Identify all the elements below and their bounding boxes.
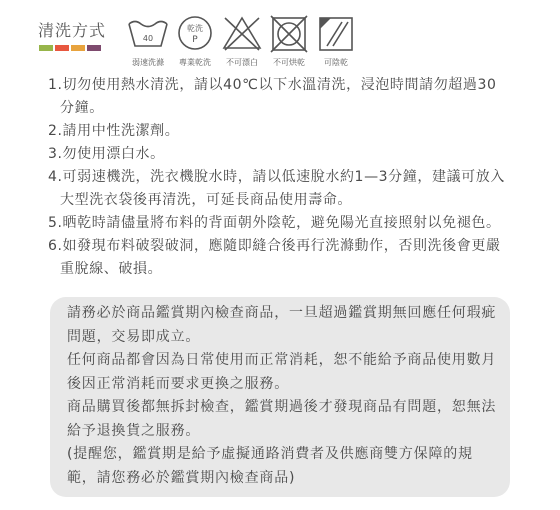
- header-title: 清洗方式: [38, 21, 107, 40]
- notice-paragraph: 請務必於商品鑑賞期內檢查商品，一旦超過鑑賞期無回應任何瑕疵問題，交易即成立。: [67, 305, 497, 345]
- color-swatch: [55, 45, 69, 51]
- no-tumble-dry-icon: [267, 14, 311, 54]
- care-label-no-bleach: 不可漂白: [226, 58, 258, 67]
- care-label-no-dryer: 不可烘乾: [273, 58, 305, 67]
- notice-box: [50, 297, 510, 497]
- instruction-item: 3.勿使用漂白水。: [48, 146, 165, 162]
- no-bleach-icon: [220, 14, 264, 54]
- instruction-item: 4.可弱速機洗，洗衣機脫水時，請以低速脫水約1—3分鐘，建議可放入大型洗衣袋後再清洗，可延長商品使用壽命。: [48, 169, 505, 208]
- color-swatch: [71, 45, 85, 51]
- color-swatch: [87, 45, 101, 51]
- care-label-dry-clean: 專業乾洗: [179, 58, 211, 67]
- care-instructions-list: [40, 74, 510, 281]
- dry-clean-text: 乾洗: [187, 24, 203, 33]
- wash-tub-40-icon: [126, 14, 170, 54]
- care-label-wash: 弱速洗滌: [132, 58, 164, 67]
- notice-paragraph: (提醒您，鑑賞期是給予虛擬通路消費者及供應商雙方保障的規範，請您務必於鑑賞期內檢查商品): [67, 446, 473, 486]
- instruction-item: 5.晒乾時請儘量將布料的背面朝外陰乾，避免陽光直接照射以免褪色。: [48, 215, 501, 231]
- instruction-item: 2.請用中性洗潔劑。: [48, 123, 180, 139]
- dry-clean-p-text: P: [192, 35, 198, 45]
- notice-paragraph: 任何商品都會因為日常使用而正常消耗，恕不能給予商品使用數月後因正常消耗而要求更換之服務。: [67, 352, 497, 392]
- iron-ok-icon: [314, 14, 358, 54]
- notice-paragraph: 商品購買後都無拆封檢查，鑑賞期過後才發現商品有問題，恕無法給予退換貨之服務。: [67, 399, 497, 439]
- wash-temp-text: 40: [142, 34, 154, 43]
- dry-clean-circle-icon: [173, 14, 217, 54]
- color-swatch: [39, 45, 53, 51]
- care-symbols: [126, 14, 356, 70]
- color-swatches: [39, 45, 101, 51]
- care-label-shade-dry: 可陰乾: [324, 58, 348, 67]
- instruction-item: 1.切勿使用熱水清洗，請以40℃以下水溫清洗，浸泡時間請勿超過30分鐘。: [48, 77, 497, 116]
- instruction-item: 6.如發現布料破裂破洞，應隨即縫合後再行洗滌動作，否則洗後會更嚴重脫線、破損。: [48, 238, 501, 277]
